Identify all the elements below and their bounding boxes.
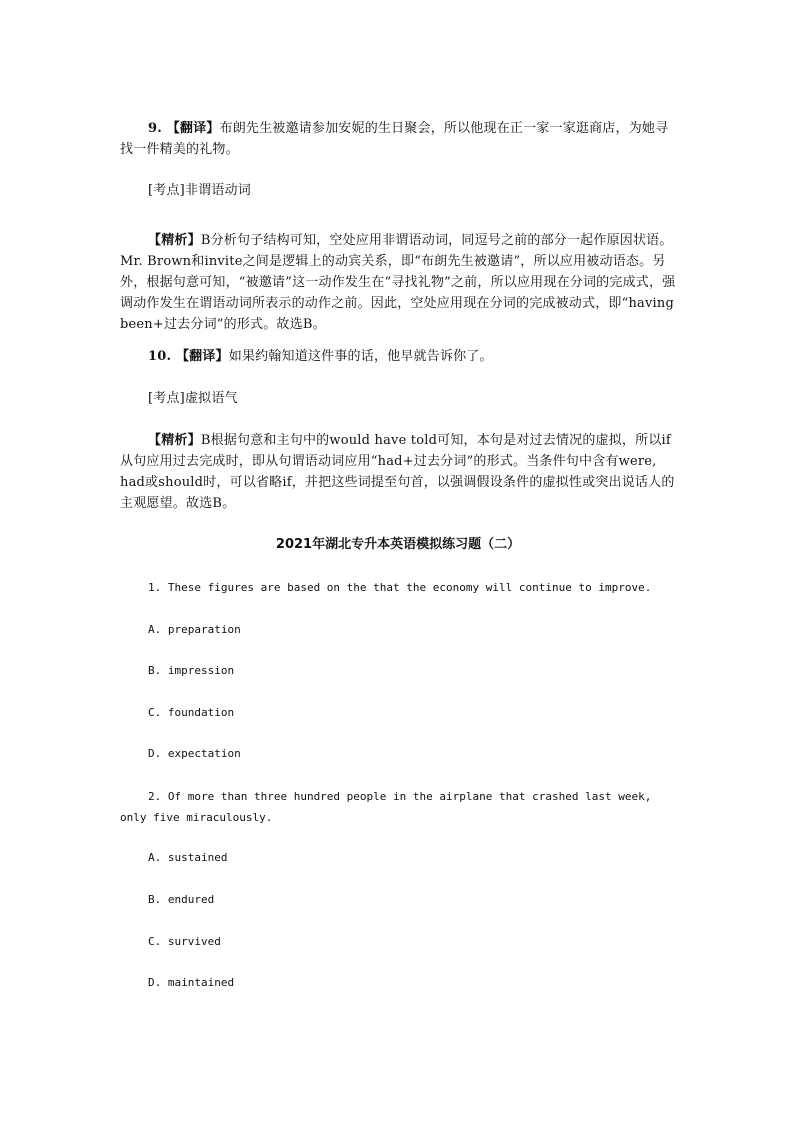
q10-analysis	[120, 430, 676, 514]
q10-translation-label: 10. 【翻译】	[148, 349, 229, 364]
q9-point: [考点]非谓语动词	[148, 183, 251, 198]
q9-analysis-label: 【精析】	[148, 233, 201, 248]
question-2-option-c: C. survived	[148, 935, 221, 948]
q9-translation-label: 9. 【翻译】	[148, 121, 220, 136]
question-1-option-a: A. preparation	[148, 623, 241, 636]
q10-analysis-text: B根据句意和主句中的would have told可知，本句是对过去情况的虚拟，所以if从句应用过去完成时，即从句谓语动词应用“had+过去分词”的形式。当条件句中含有were, had或should时，可以省略if，并把这些词提至句首，以强调假设条件的虚拟性或突出说话人的主观愿望。故选B。	[120, 433, 675, 511]
q10-analysis-label: 【精析】	[148, 433, 201, 448]
question-2-option-b: B. endured	[148, 893, 215, 906]
q9-translation-text: 布朗先生被邀请参加安妮的生日聚会，所以他现在正一家一家逛商店，为她寻找一件精美的礼物。	[120, 121, 669, 157]
q9-translation	[120, 118, 676, 160]
q10-translation-text: 如果约翰知道这件事的话，他早就告诉你了。	[228, 349, 493, 364]
q10-translation	[120, 346, 676, 367]
q9-analysis-text: B分析句子结构可知，空处应用非谓语动词，同逗号之前的部分一起作原因状语。Mr. Brown和invite之间是逻辑上的动宾关系，即“布朗先生被邀请”，所以应用被动语态。另外，根据句意可知，“被邀请”这一动作发生在“寻找礼物”之前，所以应用现在分词的完成式，强调动作发生在谓语动词所表示的动作之前。因此，空处应用现在分词的完成被动式，即“having been+过去分词”的形式。故选B。	[120, 233, 676, 332]
question-1-option-b: B. impression	[148, 664, 235, 677]
question-2-option-a: A. sustained	[148, 851, 228, 864]
question-2-stem: 2. Of more than three hundred people in the airplane that crashed last week, only five miraculously.	[120, 790, 652, 824]
question-1-option-d: D. expectation	[148, 747, 241, 760]
q10-point: [考点]虚拟语气	[148, 391, 238, 406]
question-1-option-c: C. foundation	[148, 706, 235, 719]
question-1-stem: 1. These figures are based on the that the economy will continue to improve.	[148, 581, 652, 594]
q9-analysis	[120, 230, 676, 335]
section-title: 2021年湖北专升本英语模拟练习题（二）	[275, 537, 521, 552]
question-2-option-d: D. maintained	[148, 976, 235, 989]
